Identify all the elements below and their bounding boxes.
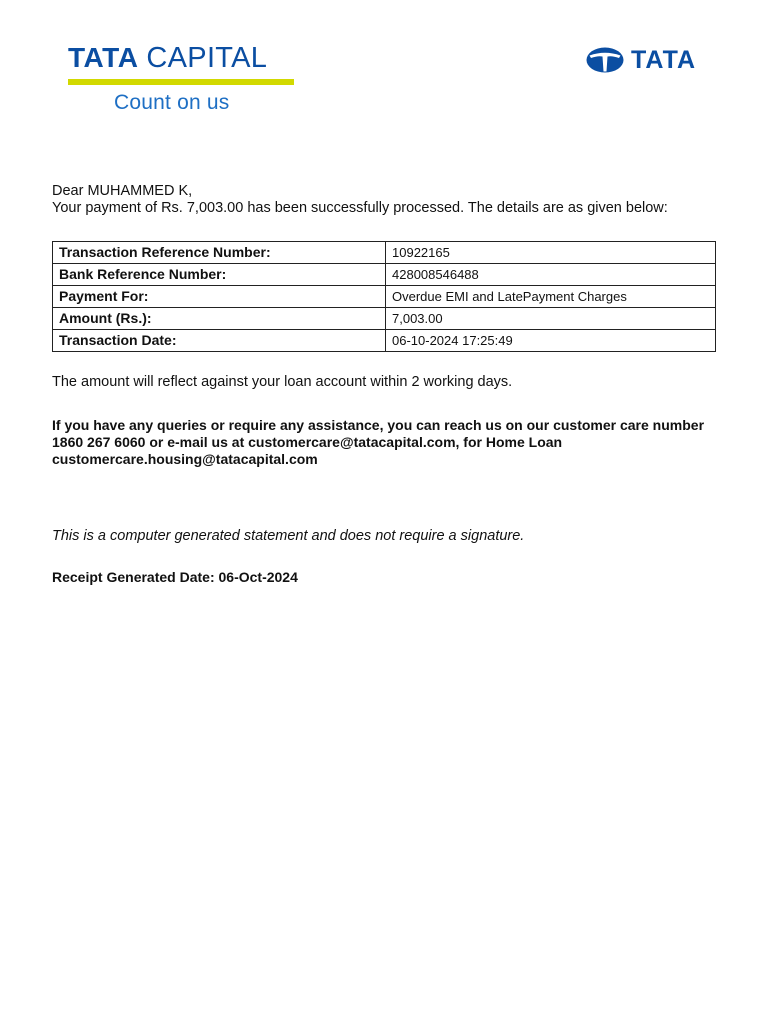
detail-value: 7,003.00 (386, 308, 716, 330)
brand-word-capital: CAPITAL (146, 42, 268, 74)
detail-label: Amount (Rs.): (53, 308, 386, 330)
brand-tagline: Count on us (114, 91, 230, 114)
computer-generated-note: This is a computer generated statement and does not require a signature. (52, 528, 525, 544)
reflect-note: The amount will reflect against your loan account within 2 working days. (52, 374, 513, 390)
table-row (53, 330, 716, 352)
detail-value: 10922165 (386, 242, 716, 264)
transaction-details-table (52, 241, 716, 352)
letter-body (52, 183, 716, 586)
detail-label: Transaction Date: (53, 330, 386, 352)
detail-label: Transaction Reference Number: (53, 242, 386, 264)
table-row (53, 308, 716, 330)
letterhead (0, 0, 768, 130)
tata-wordmark: TATA (631, 45, 697, 74)
payment-intro: Your payment of Rs. 7,003.00 has been successfully processed. The details are as given below: (52, 200, 668, 216)
brand-accent-bar (68, 79, 294, 85)
receipt-generated-date: Receipt Generated Date: 06-Oct-2024 (52, 569, 298, 585)
brand-name (68, 44, 294, 73)
tata-logo-icon (585, 46, 625, 74)
detail-value: Overdue EMI and LatePayment Charges (386, 286, 716, 308)
table-row (53, 286, 716, 308)
table-row (53, 264, 716, 286)
detail-label: Payment For: (53, 286, 386, 308)
detail-value: 06-10-2024 17:25:49 (386, 330, 716, 352)
tata-capital-logo (68, 44, 294, 115)
table-row (53, 242, 716, 264)
detail-label: Bank Reference Number: (53, 264, 386, 286)
customer-care-note: If you have any queries or require any assistance, you can reach us on our customer care number 1860 267 6060 or e-mail us at customercare@tatacapital.com, for Home Loan customercare.housing@tatacapital.com (52, 417, 705, 467)
greeting: Dear MUHAMMED K, (52, 183, 193, 199)
detail-value: 428008546488 (386, 264, 716, 286)
tata-group-logo (585, 46, 696, 74)
brand-word-tata: TATA (68, 42, 139, 73)
